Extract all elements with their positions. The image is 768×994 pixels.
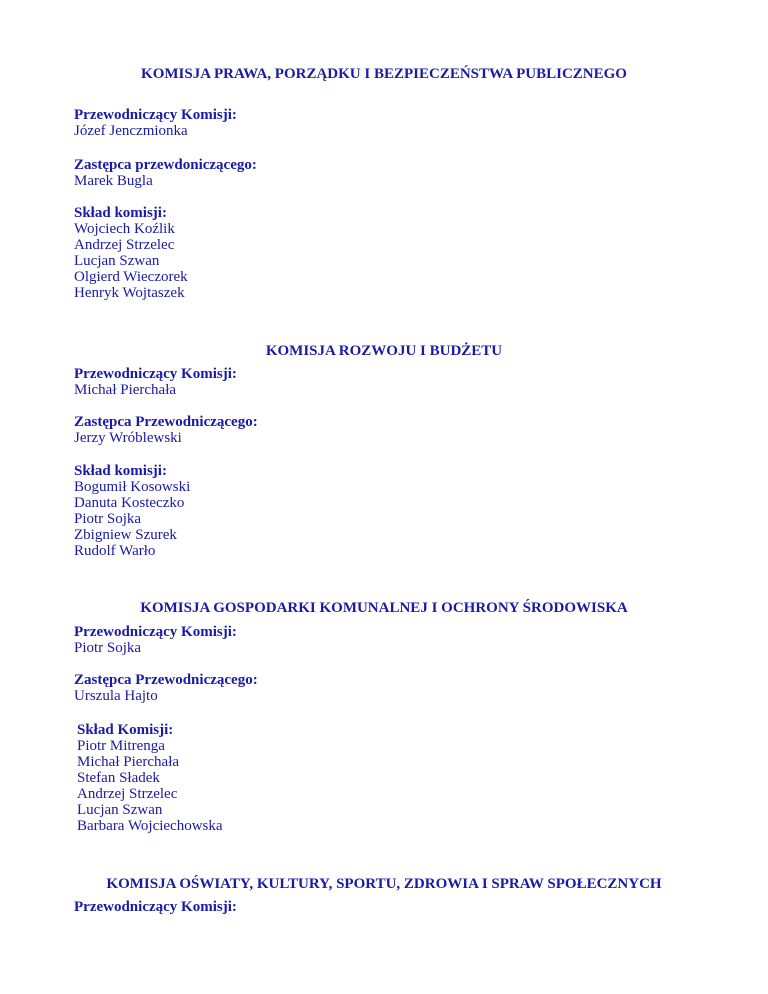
members-block [74,463,190,559]
deputy-block [74,414,258,446]
members-label: Skład komisji: [74,463,167,479]
section-title: KOMISJA ROZWOJU I BUDŻETU [265,343,503,359]
member-name: Andrzej Strzelec [74,237,175,253]
deputy-name: Marek Bugla [74,173,153,189]
members-label: Skład Komisji: [77,722,174,738]
member-name: Barbara Wojciechowska [77,818,223,834]
member-name: Zbigniew Szurek [74,527,177,543]
member-name: Rudolf Warło [74,543,156,559]
deputy-block [74,157,257,189]
members-block [74,205,188,301]
deputy-name: Urszula Hajto [74,688,158,704]
member-name: Piotr Mitrenga [77,738,165,754]
chair-block [74,624,237,656]
deputy-label: Zastępca przewdoniczącego: [74,157,257,173]
members-block [77,722,223,834]
deputy-name: Jerzy Wróblewski [74,430,182,446]
deputy-label: Zastępca Przewodniczącego: [74,672,258,688]
member-name: Lucjan Szwan [77,802,163,818]
member-name: Henryk Wojtaszek [74,285,185,301]
section-title: KOMISJA OŚWIATY, KULTURY, SPORTU, ZDROWIA I SPRAW SPOŁECZNYCH [106,876,662,892]
member-name: Olgierd Wieczorek [74,269,188,285]
chair-label: Przewodniczący Komisji: [74,624,237,640]
chair-name: Józef Jenczmionka [74,123,188,139]
chair-name: Piotr Sojka [74,640,142,656]
member-name: Wojciech Koźlik [74,221,175,237]
chair-label: Przewodniczący Komisji: [74,107,237,123]
member-name: Bogumił Kosowski [74,479,191,495]
chair-block [74,899,237,915]
deputy-label: Zastępca Przewodniczącego: [74,414,258,430]
member-name: Stefan Sładek [77,770,160,786]
chair-block [74,366,237,398]
chair-name: Michał Pierchała [74,382,177,398]
section-title: KOMISJA PRAWA, PORZĄDKU I BEZPIECZEŃSTWA PUBLICZNEGO [141,66,627,82]
member-name: Piotr Sojka [74,511,142,527]
chair-block [74,107,237,139]
members-label: Skład komisji: [74,205,167,221]
member-name: Danuta Kosteczko [74,495,185,511]
chair-label: Przewodniczący Komisji: [74,366,237,382]
member-name: Michał Pierchała [77,754,180,770]
deputy-block [74,672,258,704]
section-title: KOMISJA GOSPODARKI KOMUNALNEJ I OCHRONY ŚRODOWISKA [140,600,628,616]
member-name: Lucjan Szwan [74,253,160,269]
chair-label: Przewodniczący Komisji: [74,899,237,915]
member-name: Andrzej Strzelec [77,786,178,802]
